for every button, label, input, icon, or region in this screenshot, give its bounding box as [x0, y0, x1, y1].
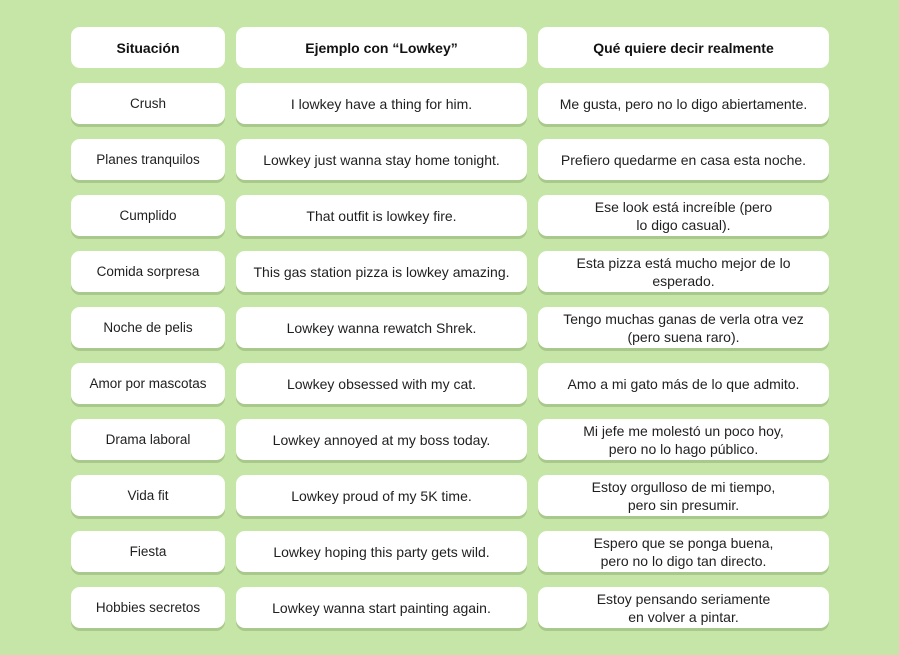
row-situation: Crush — [71, 83, 225, 124]
row-meaning: Me gusta, pero no lo digo abiertamente. — [538, 83, 829, 124]
row-example: Lowkey just wanna stay home tonight. — [236, 139, 527, 180]
row-situation: Amor por mascotas — [71, 363, 225, 404]
row-example: Lowkey obsessed with my cat. — [236, 363, 527, 404]
row-example: Lowkey hoping this party gets wild. — [236, 531, 527, 572]
row-situation: Fiesta — [71, 531, 225, 572]
row-situation: Cumplido — [71, 195, 225, 236]
row-situation: Noche de pelis — [71, 307, 225, 348]
row-meaning: Prefiero quedarme en casa esta noche. — [538, 139, 829, 180]
lowkey-table — [71, 27, 829, 628]
row-meaning: Amo a mi gato más de lo que admito. — [538, 363, 829, 404]
row-example: Lowkey wanna start painting again. — [236, 587, 527, 628]
row-situation: Comida sorpresa — [71, 251, 225, 292]
header-situation: Situación — [71, 27, 225, 68]
row-situation: Vida fit — [71, 475, 225, 516]
row-meaning: Estoy pensando seriamente en volver a pintar. — [538, 587, 829, 628]
row-example: I lowkey have a thing for him. — [236, 83, 527, 124]
row-example: Lowkey wanna rewatch Shrek. — [236, 307, 527, 348]
row-meaning: Mi jefe me molestó un poco hoy, pero no lo hago público. — [538, 419, 829, 460]
header-meaning: Qué quiere decir realmente — [538, 27, 829, 68]
row-meaning: Estoy orgulloso de mi tiempo, pero sin presumir. — [538, 475, 829, 516]
row-example: Lowkey proud of my 5K time. — [236, 475, 527, 516]
header-example: Ejemplo con “Lowkey” — [236, 27, 527, 68]
row-meaning: Ese look está increíble (pero lo digo casual). — [538, 195, 829, 236]
row-example: This gas station pizza is lowkey amazing. — [236, 251, 527, 292]
row-situation: Planes tranquilos — [71, 139, 225, 180]
row-situation: Hobbies secretos — [71, 587, 225, 628]
row-meaning: Espero que se ponga buena, pero no lo digo tan directo. — [538, 531, 829, 572]
row-example: That outfit is lowkey fire. — [236, 195, 527, 236]
row-meaning: Esta pizza está mucho mejor de lo esperado. — [538, 251, 829, 292]
row-example: Lowkey annoyed at my boss today. — [236, 419, 527, 460]
row-meaning: Tengo muchas ganas de verla otra vez (pero suena raro). — [538, 307, 829, 348]
row-situation: Drama laboral — [71, 419, 225, 460]
